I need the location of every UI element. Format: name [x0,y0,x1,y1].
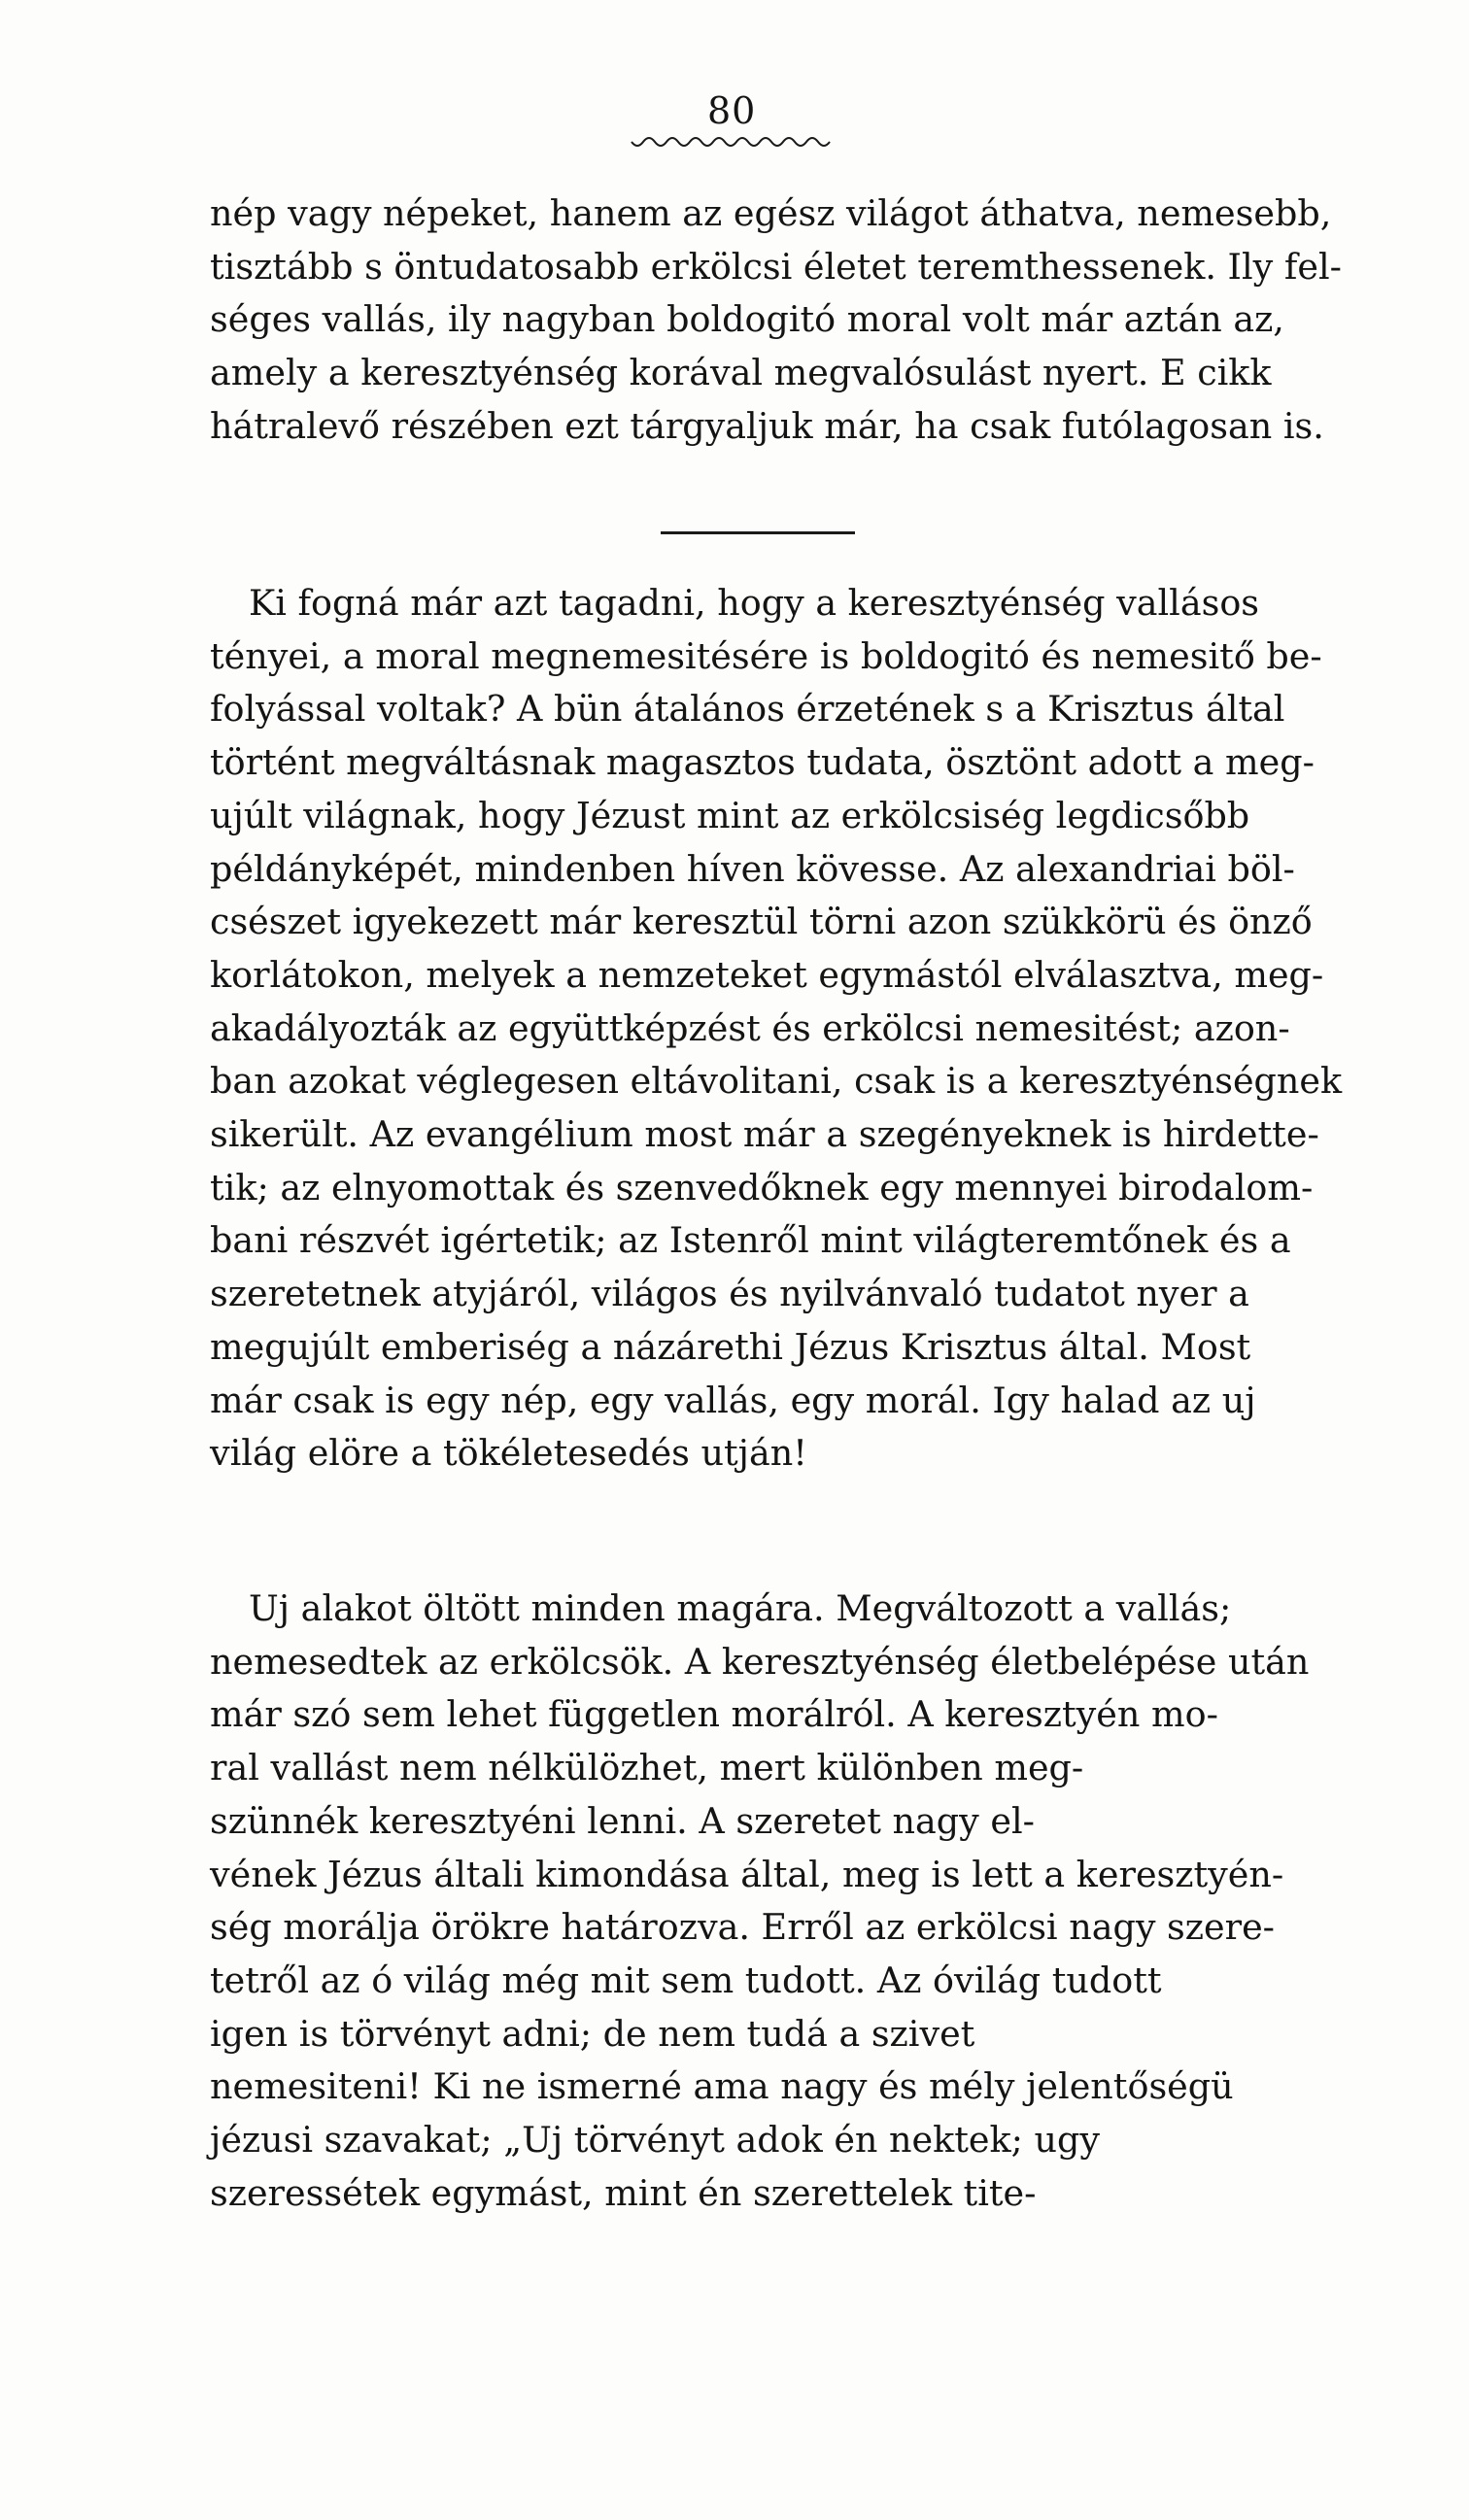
text-line: tényei, a moral megnemesitésére is boldogitó és nemesitő be- [210,634,1322,677]
wavy-ornament [630,136,834,152]
text-line: tik; az elnyomottak és szenvedőknek egy mennyei birodalom- [210,1166,1314,1209]
text-line: ban azokat véglegesen eltávolitani, csak is a keresztyénségnek [210,1060,1343,1103]
text-line: folyással voltak? A bün átalános érzetének s a Krisztus által [210,688,1285,731]
text-line: hátralevő részében ezt tárgyaljuk már, ha csak futólagosan is. [210,404,1324,447]
paragraph-three [210,1583,1400,2220]
text-line: szeressétek egymást, mint én szerettelek tite- [210,2171,1037,2214]
text-line: szünnék keresztyéni lenni. A szeretet nagy el- [210,1799,1035,1842]
text-line: történt megváltásnak magasztos tudata, ösztönt adott a meg- [210,741,1315,784]
section-divider [661,531,855,534]
text-line: világ elöre a tökéletesedés utján! [210,1432,807,1475]
text-line: tisztább s öntudatosabb erkölcsi életet teremthessenek. Ily fel- [210,245,1342,288]
text-line: Uj alakot öltött minden magára. Megváltozott a vallás; [249,1587,1232,1629]
text-line: séges vallás, ily nagyban boldogitó moral volt már aztán az, [210,298,1284,341]
text-line: ral vallást nem nélkülözhet, mert különben meg- [210,1747,1084,1789]
text-line: szeretetnek atyjáról, világos és nyilvánvaló tudatot nyer a [210,1273,1249,1315]
text-line: már csak is egy nép, egy vallás, egy morál. Igy halad az uj [210,1379,1256,1421]
text-line: amely a keresztyénség korával megvalósulást nyert. E cikk [210,352,1272,394]
text-line: nemesiteni! Ki ne ismerné ama nagy és mély jelentőségü [210,2065,1234,2108]
text-line: megujúlt emberiség a názárethi Jézus Krisztus által. Most [210,1325,1251,1368]
paragraph-two [210,577,1400,1481]
text-line: csészet igyekezett már keresztül törni azon szükkörü és önző [210,901,1313,943]
text-line: nemesedtek az erkölcsök. A keresztyénség életbelépése után [210,1640,1310,1683]
text-line: bani részvét igértetik; az Istenről mint világteremtőnek és a [210,1219,1291,1262]
text-line: vének Jézus általi kimondása által, meg is lett a keresztyén- [210,1853,1284,1895]
text-line: tetről az ó világ még mit sem tudott. Az óvilág tudott [210,1958,1162,2001]
text-line: sikerült. Az evangélium most már a szegényeknek is hirdette- [210,1113,1319,1156]
text-line: példányképét, mindenben híven kövesse. Az alexandriai böl- [210,847,1295,890]
text-line: akadályozták az együttképzést és erkölcsi nemesitést; azon- [210,1006,1290,1049]
text-line: jézusi szavakat; „Uj törvényt adok én nektek; ugy [210,2119,1101,2162]
text-line: ujúlt világnak, hogy Jézust mint az erkölcsiség legdicsőbb [210,794,1250,836]
text-line: korlátokon, melyek a nemzeteket egymástól elválasztva, meg- [210,953,1324,996]
paragraph-one [210,187,1400,454]
page-number: 80 [707,89,757,132]
text-line: már szó sem lehet független morálról. A keresztyén mo- [210,1693,1218,1736]
text-line: igen is törvényt adni; de nem tudá a szivet [210,2012,975,2055]
text-line: ség morálja örökre határozva. Erről az erkölcsi nagy szere- [210,1906,1275,1949]
text-line: Ki fogná már azt tagadni, hogy a keresztyénség vallásos [249,582,1260,624]
text-line: nép vagy népeket, hanem az egész világot áthatva, nemesebb, [210,192,1332,234]
wavy-ornament-line [632,138,830,146]
